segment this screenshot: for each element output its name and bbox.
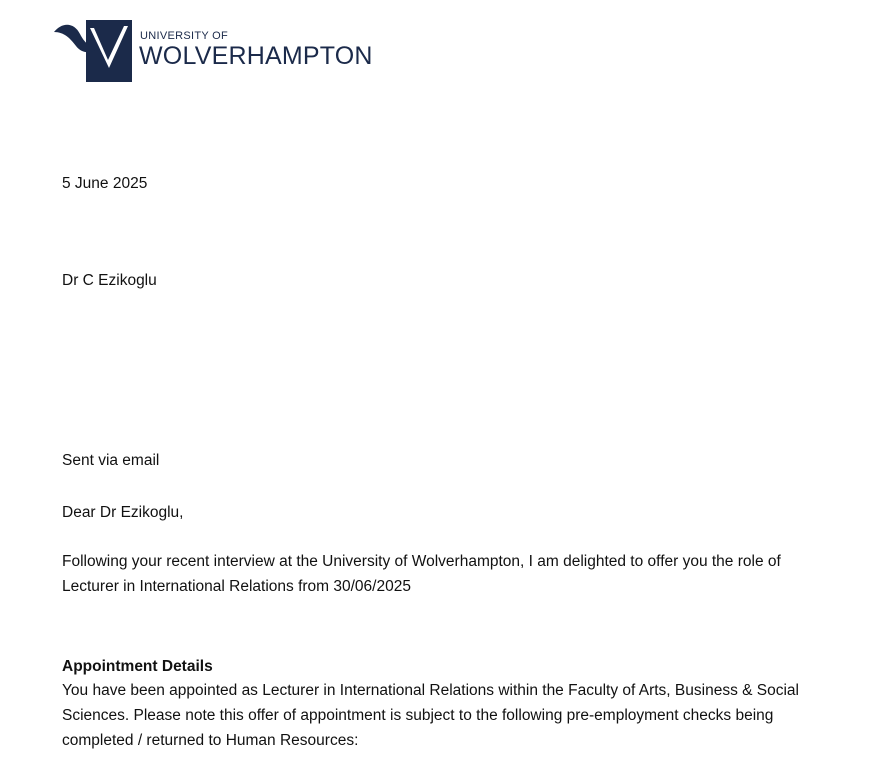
university-logo xyxy=(52,18,372,88)
salutation: Dear Dr Ezikoglu, xyxy=(62,504,184,521)
logo-text-university-of: UNIVERSITY OF xyxy=(140,30,229,42)
offer-line-2: Lecturer in International Relations from 30/06/2025 xyxy=(62,578,411,595)
logo-text-wolverhampton: WOLVERHAMPTON xyxy=(139,42,373,70)
details-line-3: completed / returned to Human Resources: xyxy=(62,732,359,749)
details-line-2: Sciences. Please note this offer of appointment is subject to the following pre-employment checks being xyxy=(62,707,774,724)
wolverhampton-emblem-icon xyxy=(52,18,134,86)
details-line-1: You have been appointed as Lecturer in International Relations within the Faculty of Arts, Business & Social xyxy=(62,682,799,699)
offer-line-1: Following your recent interview at the University of Wolverhampton, I am delighted to offer you the role of xyxy=(62,553,781,570)
recipient-name: Dr C Ezikoglu xyxy=(62,272,157,289)
delivery-method: Sent via email xyxy=(62,452,160,469)
appointment-paragraph xyxy=(62,678,872,753)
section-heading-appointment-details: Appointment Details xyxy=(62,658,213,675)
offer-paragraph xyxy=(62,549,872,599)
letter-date: 5 June 2025 xyxy=(62,175,148,192)
